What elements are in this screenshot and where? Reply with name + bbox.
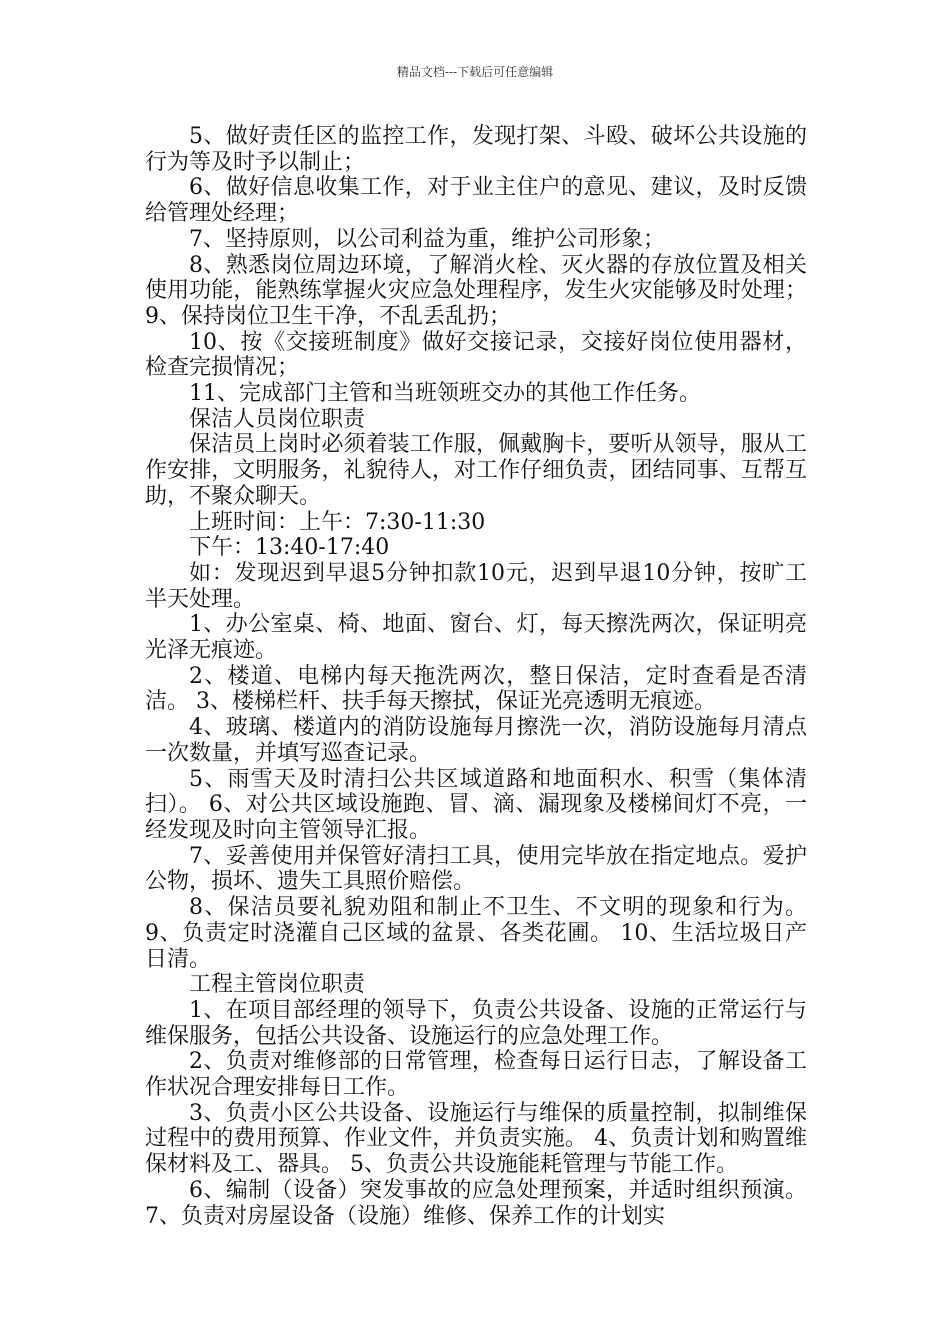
section-heading: 保洁人员岗位职责 <box>189 406 366 432</box>
paragraph: 7、坚持原则，以公司利益为重，维护公司形象； <box>189 226 665 252</box>
paragraph: 5、做好责任区的监控工作，发现打架、斗殴、破坏公共设施的行为等及时予以制止； <box>145 124 807 175</box>
section-heading: 工程主管岗位职责 <box>189 972 366 998</box>
page-header: 精品文档---下载后可任意编辑 <box>396 65 554 79</box>
paragraph: 10、按《交接班制度》做好交接记录，交接好岗位使用器材，检查完损情况； <box>145 329 807 381</box>
paragraph: 如：发现迟到早退5分钟扣款10元，迟到早退10分钟，按旷工半天处理。 <box>145 560 807 612</box>
paragraph: 保洁员上岗时必须着装工作服，佩戴胸卡，要听从领导，服从工作安排，文明服务，礼貌待人，对工作仔细负责，团结同事、互帮互助，不聚众聊天。 <box>145 432 807 509</box>
paragraph: 5、雨雪天及时清扫公共区域道路和地面积水、积雪（集体清扫）。 6、对公共区域设施跑、冒、滴、漏现象及楼梯间灯不亮，一经发现及时向主管领导汇报。 <box>145 766 807 843</box>
paragraph: 1、在项目部经理的领导下，负责公共设备、设施的正常运行与维保服务，包括公共设备、设施运行的应急处理工作。 <box>145 997 807 1049</box>
work-hours-afternoon: 下午：13:40-17:40 <box>189 535 390 561</box>
paragraph: 4、玻璃、楼道内的消防设施每月擦洗一次，消防设施每月清点一次数量，并填写巡查记录。 <box>145 715 807 766</box>
paragraph: 3、负责小区公共设备、设施运行与维保的质量控制，拟制维保过程中的费用预算、作业文件，并负责实施。 4、负责计划和购置维保材料及工、器具。 5、负责公共设施能耗管理与节能工作。 <box>145 1100 807 1178</box>
work-hours-morning: 上班时间：上午：7:30-11:30 <box>189 509 486 535</box>
paragraph: 6、做好信息收集工作，对于业主住户的意见、建议，及时反馈给管理处经理； <box>145 175 807 227</box>
paragraph: 7、妥善使用并保管好清扫工具，使用完毕放在指定地点。爱护公物，损坏、遗失工具照价赔偿。 <box>145 843 807 895</box>
paragraph: 8、保洁员要礼貌劝阻和制止不卫生、不文明的现象和行为。 9、负责定时浇灌自己区域的盆景、各类花圃。 10、生活垃圾日产日清。 <box>145 895 807 972</box>
paragraph: 6、编制（设备）突发事故的应急处理预案，并适时组织预演。 7、负责对房屋设备（设施）维修、保养工作的计划实 <box>145 1177 807 1229</box>
document-body <box>145 124 807 1229</box>
paragraph: 1、办公室桌、椅、地面、窗台、灯，每天擦洗两次，保证明亮光泽无痕迹。 <box>145 612 807 664</box>
paragraph: 2、负责对维修部的日常管理，检查每日运行日志，了解设备工作状况合理安排每日工作。 <box>145 1049 807 1101</box>
paragraph: 2、楼道、电梯内每天拖洗两次，整日保洁，定时查看是否清洁。 3、楼梯栏杆、扶手每天擦拭，保证光亮透明无痕迹。 <box>145 663 807 715</box>
paragraph: 8、熟悉岗位周边环境，了解消火栓、灭火器的存放位置及相关使用功能，能熟练掌握火灾应急处理程序，发生火灾能够及时处理； 9、保持岗位卫生干净，不乱丢乱扔； <box>145 252 807 329</box>
paragraph: 11、完成部门主管和当班领班交办的其他工作任务。 <box>189 381 701 407</box>
